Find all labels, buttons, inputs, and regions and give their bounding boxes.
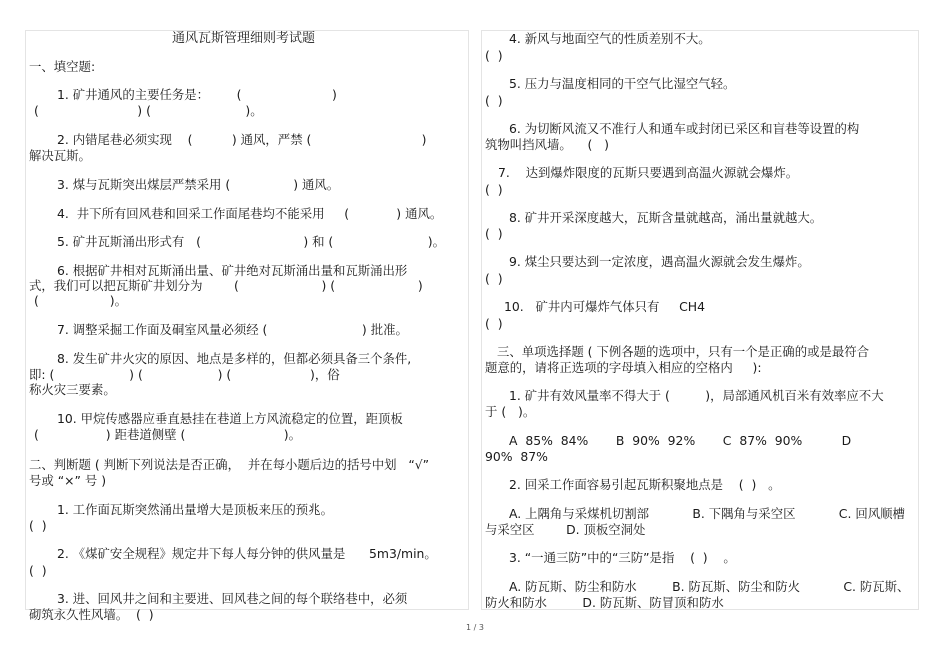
fill-q2-line2: 解决瓦斯。: [29, 148, 91, 163]
judge-q4-line1: 4. 新风与地面空气的性质差别不大。: [509, 31, 711, 46]
judge-q8-line1: 8. 矿井开采深度越大，瓦斯含量就越高，涌出量就越大。: [509, 210, 823, 225]
fill-q5: 5. 矿井瓦斯涌出形式有 ( ) 和 ( )。: [57, 234, 446, 249]
page-title: 通风瓦斯管理细则考试题: [172, 31, 316, 46]
judge-q7-line2: ( ): [485, 182, 503, 197]
fill-q4: 4. 井下所有回风巷和回采工作面尾巷均不能采用 ( ) 通风。: [57, 206, 443, 221]
judge-q3-line1: 3. 进、回风井之间和主要进、回风巷之间的每个联络巷中，必须: [57, 591, 408, 606]
choice-q3-options-line1: A. 防瓦斯、防尘和防水 B. 防瓦斯、防尘和防火 C. 防瓦斯、: [509, 579, 910, 594]
judge-q1-line1: 1. 工作面瓦斯突然涌出量增大是顶板来压的预兆。: [57, 502, 333, 517]
judge-q6-line2: 筑物叫挡风墙。 ( ): [485, 137, 609, 152]
choice-q1-options-line2: 90% 87%: [485, 449, 548, 464]
fill-q7: 7. 调整采掘工作面及硐室风量必须经 ( ) 批准。: [57, 322, 408, 337]
judge-q1-line2: ( ): [29, 518, 47, 533]
fill-q2-line1: 2. 内错尾巷必须实现 ( ) 通风，严禁 ( ): [57, 132, 427, 147]
fill-q1-line2: ( ) ( )。: [34, 103, 263, 118]
section-judgement-heading-line1: 二、判断题 ( 判断下列说法是否正确， 并在每小题后边的括号中划 “√”: [29, 457, 430, 472]
judge-q6-line1: 6. 为切断风流又不准行人和通车或封闭已采区和盲巷等设置的构: [509, 121, 860, 136]
fill-q10-line2: ( ) 距巷道侧壁 ( )。: [34, 427, 301, 442]
fill-q1-line1: 1. 矿井通风的主要任务是： ( ): [57, 87, 337, 102]
choice-q1-line2: 于 ( )。: [485, 404, 536, 419]
section-choice-heading-line2: 题意的，请将正选项的字母填入相应的空格内 ):: [485, 360, 762, 375]
judge-q7-line1: 7. 达到爆炸限度的瓦斯只要遇到高温火源就会爆炸。: [498, 165, 799, 180]
judge-q2-line2: ( ): [29, 563, 47, 578]
choice-q2-line1: 2. 回采工作面容易引起瓦斯积聚地点是 ( ) 。: [509, 477, 781, 492]
judge-q9-line2: ( ): [485, 271, 503, 286]
fill-q8-line2: 即: ( ) ( ) ( )，俗: [29, 367, 340, 382]
section-choice-heading-line1: 三、单项选择题 ( 下例各题的选项中，只有一个是正确的或是最符合: [497, 344, 870, 359]
judge-q3-line2: 砌筑永久性风墙。 ( ): [29, 607, 154, 622]
section-judgement-heading-line2: 号或 “×” 号 ): [29, 473, 107, 488]
judge-q5-line1: 5. 压力与温度相同的干空气比湿空气轻。: [509, 76, 736, 91]
choice-q3-options-line2: 防火和防水 D. 防瓦斯、防冒顶和防水: [485, 595, 724, 610]
judge-q5-line2: ( ): [485, 93, 503, 108]
judge-q9-line1: 9. 煤尘只要达到一定浓度，遇高温火源就会发生爆炸。: [509, 254, 810, 269]
right-column: [481, 30, 919, 610]
fill-q3: 3. 煤与瓦斯突出煤层严禁采用 ( ) 通风。: [57, 177, 340, 192]
judge-q10-line2: ( ): [485, 316, 503, 331]
fill-q6-line3: ( )。: [34, 293, 127, 308]
judge-q2-line1: 2. 《煤矿安全规程》规定井下每人每分钟的供风量是 5m3/min。: [57, 546, 437, 561]
judge-q4-line2: ( ): [485, 48, 503, 63]
page-indicator: 1 / 3: [466, 623, 484, 632]
choice-q2-options-line2: 与采空区 D. 顶板空洞处: [485, 522, 646, 537]
judge-q10-line1: 10. 矿井内可爆炸气体只有 CH4: [504, 299, 705, 314]
section-fill-blank-heading: 一、填空题:: [29, 59, 96, 74]
fill-q10-line1: 10. 甲烷传感器应垂直悬挂在巷道上方风流稳定的位置，距顶板: [57, 411, 403, 426]
fill-q6-line2: 式，我们可以把瓦斯矿井划分为 ( ) ( ): [29, 278, 423, 293]
fill-q8-line1: 8. 发生矿井火灾的原因、地点是多样的，但都必须具备三个条件,: [57, 351, 412, 366]
choice-q1-options-line1: A 85% 84% B 90% 92% C 87% 90% D: [509, 433, 852, 448]
judge-q8-line2: ( ): [485, 226, 503, 241]
choice-q3-line1: 3. “一通三防”中的“三防”是指 ( ) 。: [509, 550, 736, 565]
left-column: [25, 30, 469, 622]
fill-q8-line3: 称火灾三要素。: [29, 382, 116, 397]
fill-q6-line1: 6. 根据矿井相对瓦斯涌出量、矿井绝对瓦斯涌出量和瓦斯涌出形: [57, 263, 408, 278]
choice-q1-line1: 1. 矿井有效风量率不得大于 ( )，局部通风机百米有效率应不大: [509, 388, 884, 403]
choice-q2-options-line1: A. 上隅角与采煤机切割部 B. 下隅角与采空区 C. 回风顺槽: [509, 506, 905, 521]
